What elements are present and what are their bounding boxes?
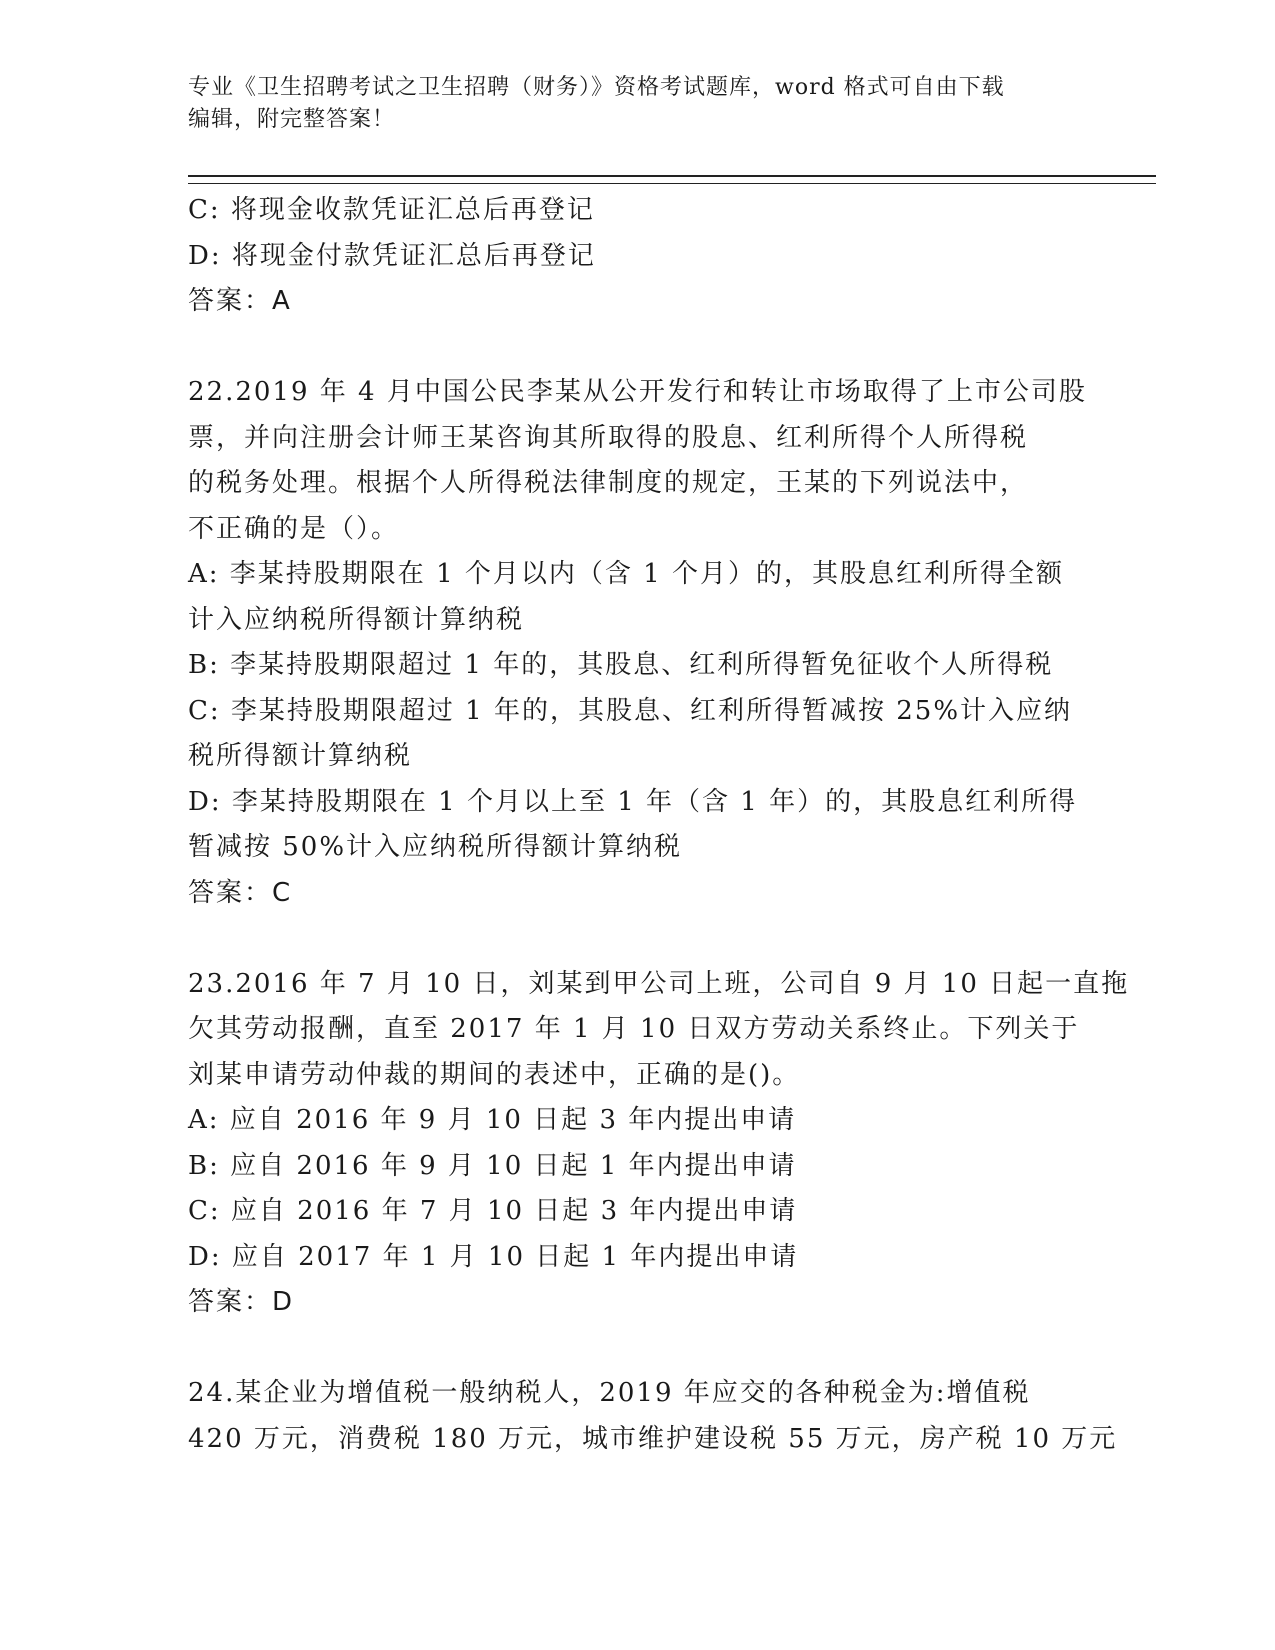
q22-stem-line-3: 的税务处理。根据个人所得税法律制度的规定，王某的下列说法中， (188, 468, 1029, 498)
q23-option-d: D: 应自 2017 年 1 月 10 日起 1 年内提出申请 (188, 1241, 799, 1272)
q22-answer: 答案：C (188, 877, 293, 908)
q22-stem-line-2: 票，并向注册会计师王某咨询其所取得的股息、红利所得个人所得税 (188, 422, 1029, 453)
q24-stem-line-2: 420 万元，消费税 180 万元，城市维护建设税 55 万元，房产税 10 万元 (188, 1423, 1118, 1454)
spacer (188, 916, 1088, 962)
q22-option-d-line-2: 暂减按 50%计入应纳税所得额计算纳税 (188, 832, 683, 862)
header-line-2: 编辑，附完整答案！ (188, 107, 396, 132)
q23-answer: 答案：D (188, 1287, 295, 1317)
question-21-tail (188, 188, 1088, 325)
question-22 (188, 370, 1088, 916)
q23-stem-line-1: 23.2016 年 7 月 10 日，刘某到甲公司上班，公司自 9 月 10 日起一直拖 (188, 968, 1130, 999)
spacer (188, 325, 1088, 371)
question-23 (188, 962, 1130, 1326)
page-header (188, 72, 1088, 136)
q21-option-c: C: 将现金收款凭证汇总后再登记 (188, 195, 595, 225)
q23-option-c: C: 应自 2016 年 7 月 10 日起 3 年内提出申请 (188, 1196, 798, 1226)
q22-option-a-line-2: 计入应纳税所得额计算纳税 (188, 604, 525, 635)
document-body (188, 188, 1130, 1462)
q23-option-a: A: 应自 2016 年 9 月 10 日起 3 年内提出申请 (188, 1105, 797, 1135)
spacer (188, 1326, 1088, 1372)
q22-option-d-line-1: D: 李某持股期限在 1 个月以上至 1 年（含 1 年）的，其股息红利所得 (188, 786, 1078, 817)
q22-stem-line-1: 22.2019 年 4 月中国公民李某从公开发行和转让市场取得了上市公司股 (188, 377, 1087, 407)
header-line-1: 专业《卫生招聘考试之卫生招聘（财务）》资格考试题库，word 格式可自由下载 (188, 75, 1005, 100)
q22-option-b: B: 李某持股期限超过 1 年的，其股息、红利所得暂免征收个人所得税 (188, 650, 1054, 680)
q21-option-d: D: 将现金付款凭证汇总后再登记 (188, 240, 596, 271)
q23-option-b: B: 应自 2016 年 9 月 10 日起 1 年内提出申请 (188, 1150, 797, 1181)
header-divider (188, 175, 1156, 184)
question-24 (188, 1371, 1118, 1462)
q21-answer: 答案：A (188, 286, 292, 316)
q22-stem-line-4: 不正确的是（）。 (188, 513, 400, 544)
q22-option-c-line-2: 税所得额计算纳税 (188, 741, 413, 771)
q24-stem-line-1: 24.某企业为增值税一般纳税人，2019 年应交的各种税金为:增值税 (188, 1378, 1031, 1408)
q23-stem-line-2: 欠其劳动报酬，直至 2017 年 1 月 10 日双方劳动关系终止。下列关于 (188, 1014, 1080, 1044)
q22-option-a-line-1: A: 李某持股期限在 1 个月以内（含 1 个月）的，其股息红利所得全额 (188, 559, 1064, 589)
q22-option-c-line-1: C: 李某持股期限超过 1 年的，其股息、红利所得暂减按 25%计入应纳 (188, 695, 1073, 726)
q23-stem-line-3: 刘某申请劳动仲裁的期间的表述中，正确的是()。 (188, 1059, 801, 1090)
